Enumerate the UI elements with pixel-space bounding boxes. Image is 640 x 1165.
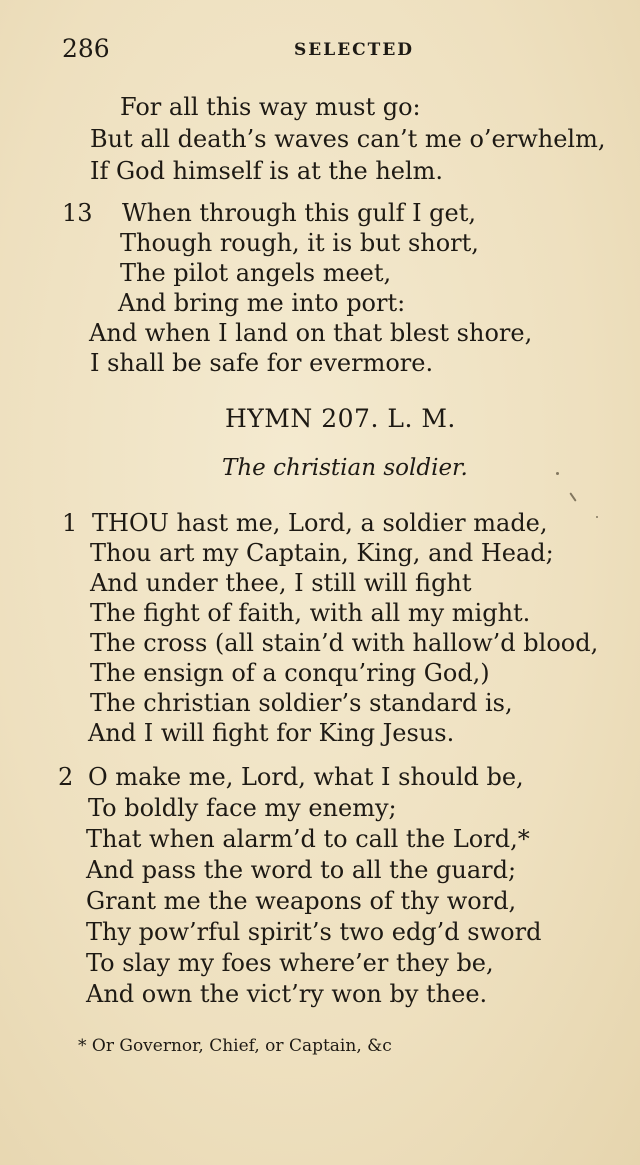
- verse-line: If God himself is at the helm.: [90, 157, 444, 185]
- page-header: [0, 34, 640, 66]
- verse-line: To boldly face my enemy;: [88, 794, 397, 822]
- verse-line: And pass the word to all the guard;: [86, 856, 517, 884]
- page-number: 286: [62, 34, 110, 63]
- verse-line: To slay my foes where’er they be,: [86, 949, 494, 977]
- paper-speck: [596, 516, 598, 518]
- verse-line: The cross (all stain’d with hallow’d blood,: [90, 629, 599, 657]
- verse-line: And when I land on that blest shore,: [89, 319, 533, 347]
- verse-number: 13: [62, 199, 93, 227]
- hymn-title: HYMN 207. L. M.: [225, 404, 456, 433]
- verse-line: That when alarm’d to call the Lord,*: [86, 825, 530, 853]
- verse-line: THOU hast me, Lord, a soldier made,: [92, 509, 548, 537]
- verse-line: Thy pow’rful spirit’s two edg’d sword: [86, 918, 542, 946]
- verse-line: And bring me into port:: [118, 289, 406, 317]
- verse-line: The fight of faith, with all my might.: [90, 599, 531, 627]
- verse-line: For all this way must go:: [120, 93, 421, 121]
- verse-line: Grant me the weapons of thy word,: [86, 887, 517, 915]
- verse-line: Thou art my Captain, King, and Head;: [90, 539, 554, 567]
- verse-line: O make me, Lord, what I should be,: [88, 763, 524, 791]
- verse-line: I shall be safe for evermore.: [90, 349, 434, 377]
- verse-line: The pilot angels meet,: [120, 259, 392, 287]
- verse-number: 1: [62, 509, 78, 537]
- verse-line: The christian soldier’s standard is,: [90, 689, 513, 717]
- verse-line: Though rough, it is but short,: [120, 229, 479, 257]
- verse-line: And own the vict’ry won by thee.: [86, 980, 488, 1008]
- verse-line: The ensign of a conqu’ring God,): [90, 659, 490, 687]
- verse-line: And under thee, I still will fight: [90, 569, 472, 597]
- verse-number: 2: [58, 763, 74, 791]
- verse-line: But all death’s waves can’t me o’erwhelm,: [90, 125, 606, 153]
- hymn-subtitle: The christian soldier.: [222, 455, 468, 481]
- footnote: * Or Governor, Chief, or Captain, &c: [78, 1036, 392, 1056]
- paper-speck: [556, 472, 559, 475]
- verse-line: When through this gulf I get,: [122, 199, 477, 227]
- paper-speck: [569, 492, 576, 501]
- verse-line: And I will fight for King Jesus.: [88, 719, 455, 747]
- running-head: SELECTED: [294, 40, 415, 60]
